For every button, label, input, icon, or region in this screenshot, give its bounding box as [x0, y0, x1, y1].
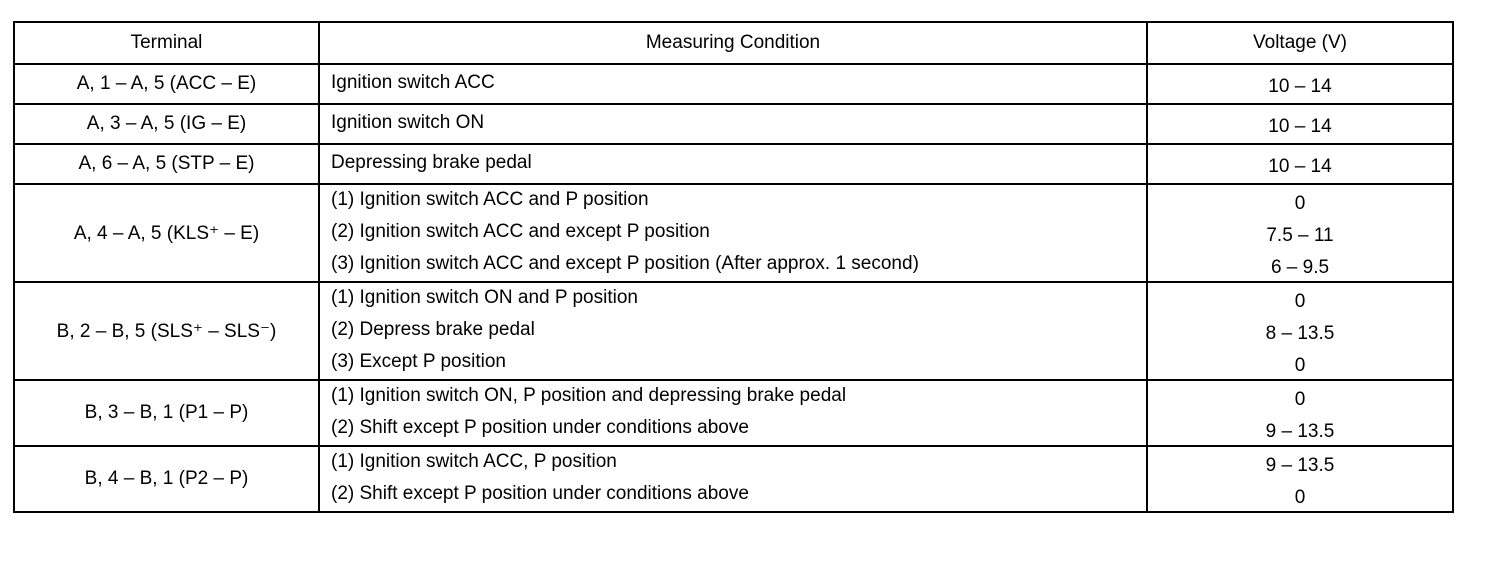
condition-line: (2) Depress brake pedal — [331, 319, 535, 340]
condition-line: (2) Ignition switch ACC and except P position — [331, 221, 710, 242]
table-body — [14, 64, 1453, 512]
condition-line: (1) Ignition switch ON, P position and depressing brake pedal — [331, 385, 847, 406]
voltage-value: 0 — [1294, 193, 1306, 214]
condition-cell — [319, 380, 1147, 446]
table-row — [14, 104, 1453, 144]
voltage-value: 6 – 9.5 — [1270, 257, 1330, 278]
voltage-cell — [1147, 104, 1453, 144]
table-row — [14, 64, 1453, 104]
condition-cell — [319, 282, 1147, 380]
voltage-value: 8 – 13.5 — [1265, 323, 1335, 344]
voltage-cell — [1147, 64, 1453, 104]
condition-cell — [319, 144, 1147, 184]
voltage-value: 10 – 14 — [1268, 156, 1332, 177]
condition-line: Ignition switch ON — [331, 112, 485, 133]
voltage-value: 0 — [1294, 355, 1306, 376]
voltage-value: 0 — [1294, 389, 1306, 410]
voltage-cell — [1147, 184, 1453, 282]
condition-line: Depressing brake pedal — [331, 152, 532, 173]
condition-line: (3) Except P position — [331, 351, 506, 372]
terminal-cell: A, 4 – A, 5 (KLS⁺ – E) — [14, 184, 319, 282]
voltage-cell — [1147, 282, 1453, 380]
voltage-value: 9 – 13.5 — [1265, 455, 1335, 476]
terminal-cell: B, 2 – B, 5 (SLS⁺ – SLS⁻) — [14, 282, 319, 380]
table-row — [14, 184, 1453, 282]
voltage-cell — [1147, 446, 1453, 512]
header-measuring-condition: Measuring Condition — [319, 22, 1147, 64]
voltage-cell — [1147, 380, 1453, 446]
terminal-cell: A, 1 – A, 5 (ACC – E) — [14, 64, 319, 104]
table-row — [14, 144, 1453, 184]
terminal-cell: B, 4 – B, 1 (P2 – P) — [14, 446, 319, 512]
table-row — [14, 446, 1453, 512]
condition-line: (3) Ignition switch ACC and except P position (After approx. 1 second) — [331, 253, 919, 274]
condition-line: (2) Shift except P position under conditions above — [331, 483, 749, 504]
voltage-value: 0 — [1294, 487, 1306, 508]
condition-line: (1) Ignition switch ON and P position — [331, 287, 638, 308]
condition-cell — [319, 104, 1147, 144]
voltage-value: 0 — [1294, 291, 1306, 312]
table-row — [14, 282, 1453, 380]
condition-line: (2) Shift except P position under conditions above — [331, 417, 749, 438]
header-voltage: Voltage (V) — [1147, 22, 1453, 64]
voltage-value: 7.5 – 11 — [1266, 225, 1334, 246]
terminal-cell: B, 3 – B, 1 (P1 – P) — [14, 380, 319, 446]
terminal-cell: A, 3 – A, 5 (IG – E) — [14, 104, 319, 144]
condition-line: (1) Ignition switch ACC and P position — [331, 189, 649, 210]
table-header-row — [14, 22, 1453, 64]
condition-line: (1) Ignition switch ACC, P position — [331, 451, 617, 472]
voltage-cell — [1147, 144, 1453, 184]
table-row — [14, 380, 1453, 446]
condition-cell — [319, 184, 1147, 282]
terminal-cell: A, 6 – A, 5 (STP – E) — [14, 144, 319, 184]
terminal-voltage-table — [13, 21, 1454, 513]
condition-cell — [319, 446, 1147, 512]
voltage-value: 9 – 13.5 — [1265, 421, 1335, 442]
condition-cell — [319, 64, 1147, 104]
voltage-value: 10 – 14 — [1268, 116, 1332, 137]
condition-line: Ignition switch ACC — [331, 72, 495, 93]
voltage-value: 10 – 14 — [1268, 76, 1332, 97]
header-terminal: Terminal — [14, 22, 319, 64]
